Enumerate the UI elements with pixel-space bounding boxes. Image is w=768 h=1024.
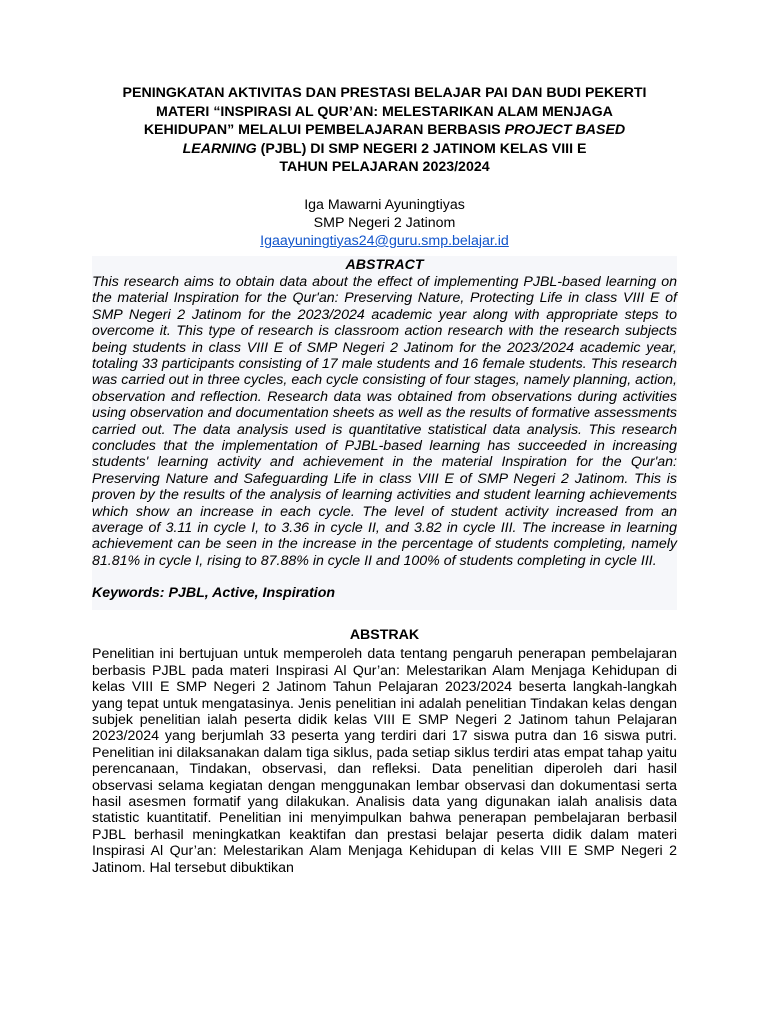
english-abstract-section	[92, 256, 677, 610]
author-affiliation: SMP Negeri 2 Jatinom	[313, 214, 456, 231]
title-line-3-text: KEHIDUPAN” MELALUI PEMBELAJARAN BERBASIS	[143, 122, 505, 139]
paper-title	[92, 84, 677, 177]
abstract-heading: ABSTRACT	[345, 256, 424, 273]
abstract-body: This research aims to obtain data about the effect of implementing PJBL-based learning on the material Inspiration for the Qur'an: Preserving Nature, Protecting Life in class VIII E of SMP Negeri 2 Jatinom for the 2023/2024 academic year along with appropriate steps to overcome it. This type of research is classroom action research with the research subjects being students in class VIII E of SMP Negeri 2 Jatinom for the 2023/2024 academic year, totaling 33 participants consisting of 17 male students and 16 female students. This research was carried out in three cycles, each cycle consisting of four stages, namely planning, action, observation and reflection. Research data was obtained from observations during activities using observation and documentation sheets as well as the results of formative assessments carried out. The data analysis used is quantitative statistical data analysis. This research concludes that the implementation of PJBL-based learning has succeeded in increasing students' learning activity and achievement in the material Inspiration for the Qur'an: Preserving Nature and Safeguarding Life in class VIII E of SMP Negeri 2 Jatinom. This is proven by the results of the analysis of learning activities and student learning achievements which show an increase in each cycle. The level of student activity increased from an average of 3.11 in cycle I, to 3.36 in cycle II, and 3.82 in cycle III. The increase in learning achievement can be seen in the increase in the percentage of students completing, namely 81.81% in cycle I, rising to 87.88% in cycle II and 100% of students completing in cycle III.	[92, 273, 677, 569]
title-line-1: PENINGKATAN AKTIVITAS DAN PRESTASI BELAJAR PAI DAN BUDI PEKERTI	[122, 85, 647, 101]
title-line-5: TAHUN PELAJARAN 2023/2024	[279, 159, 490, 176]
author-name: Iga Mawarni Ayuningtiyas	[304, 196, 465, 213]
title-line-3	[92, 121, 677, 140]
title-line-4	[92, 140, 677, 159]
title-line-3-italic: PROJECT BASED	[504, 122, 626, 139]
author-email-link[interactable]: Igaayuningtiyas24@guru.smp.belajar.id	[260, 232, 509, 249]
title-line-4-italic: LEARNING	[182, 140, 257, 157]
abstrak-heading: ABSTRAK	[349, 627, 420, 644]
author-block	[92, 196, 677, 250]
title-line-4-text: (PJBL) DI SMP NEGERI 2 JATINOM KELAS VIII E	[256, 140, 587, 157]
abstrak-body: Penelitian ini bertujuan untuk memperoleh data tentang pengaruh penerapan pembelajaran berbasis PJBL pada materi Inspirasi Al Qur’an: Melestarikan Alam Menjaga Kehidupan di kelas VIII E SMP Negeri 2 Jatinom Tahun Pelajaran 2023/2024 beserta langkah-langkah yang tepat untuk mengatasinya. Jenis penelitian ini adalah penelitian Tindakan kelas dengan subjek penelitian ialah peserta didik kelas VIII E SMP Negeri 2 Jatinom tahun Pelajaran 2023/2024 yang berjumlah 33 peserta yang terdiri dari 17 siswa putra dan 16 siswa putri. Penelitian ini dilaksanakan dalam tiga siklus, pada setiap siklus terdiri atas empat tahap yaitu perencanaan, Tindakan, observasi, dan refleksi. Data penelitian diperoleh dari hasil observasi selama kegiatan dengan menggunakan lembar observasi dan dokumentasi serta hasil asesmen formatif yang dilakukan. Analisis data yang digunakan ialah analisis data statistic kuantitatif. Penelitian ini menyimpulkan bahwa penerapan pembelajaran berbasil PJBL berhasil meningkatkan keaktifan dan prestasi belajar peserta didik dalam materi Inspirasi Al Qur’an: Melestarikan Alam Menjaga Kehidupan di kelas VIII E SMP Negeri 2 Jatinom. Hal tersebut dibuktikan	[92, 646, 677, 876]
title-line-2: MATERI “INSPIRASI AL QUR’AN: MELESTARIKAN ALAM MENJAGA	[156, 103, 613, 120]
keywords-line: Keywords: PJBL, Active, Inspiration	[92, 585, 336, 602]
paper-page	[92, 84, 677, 876]
